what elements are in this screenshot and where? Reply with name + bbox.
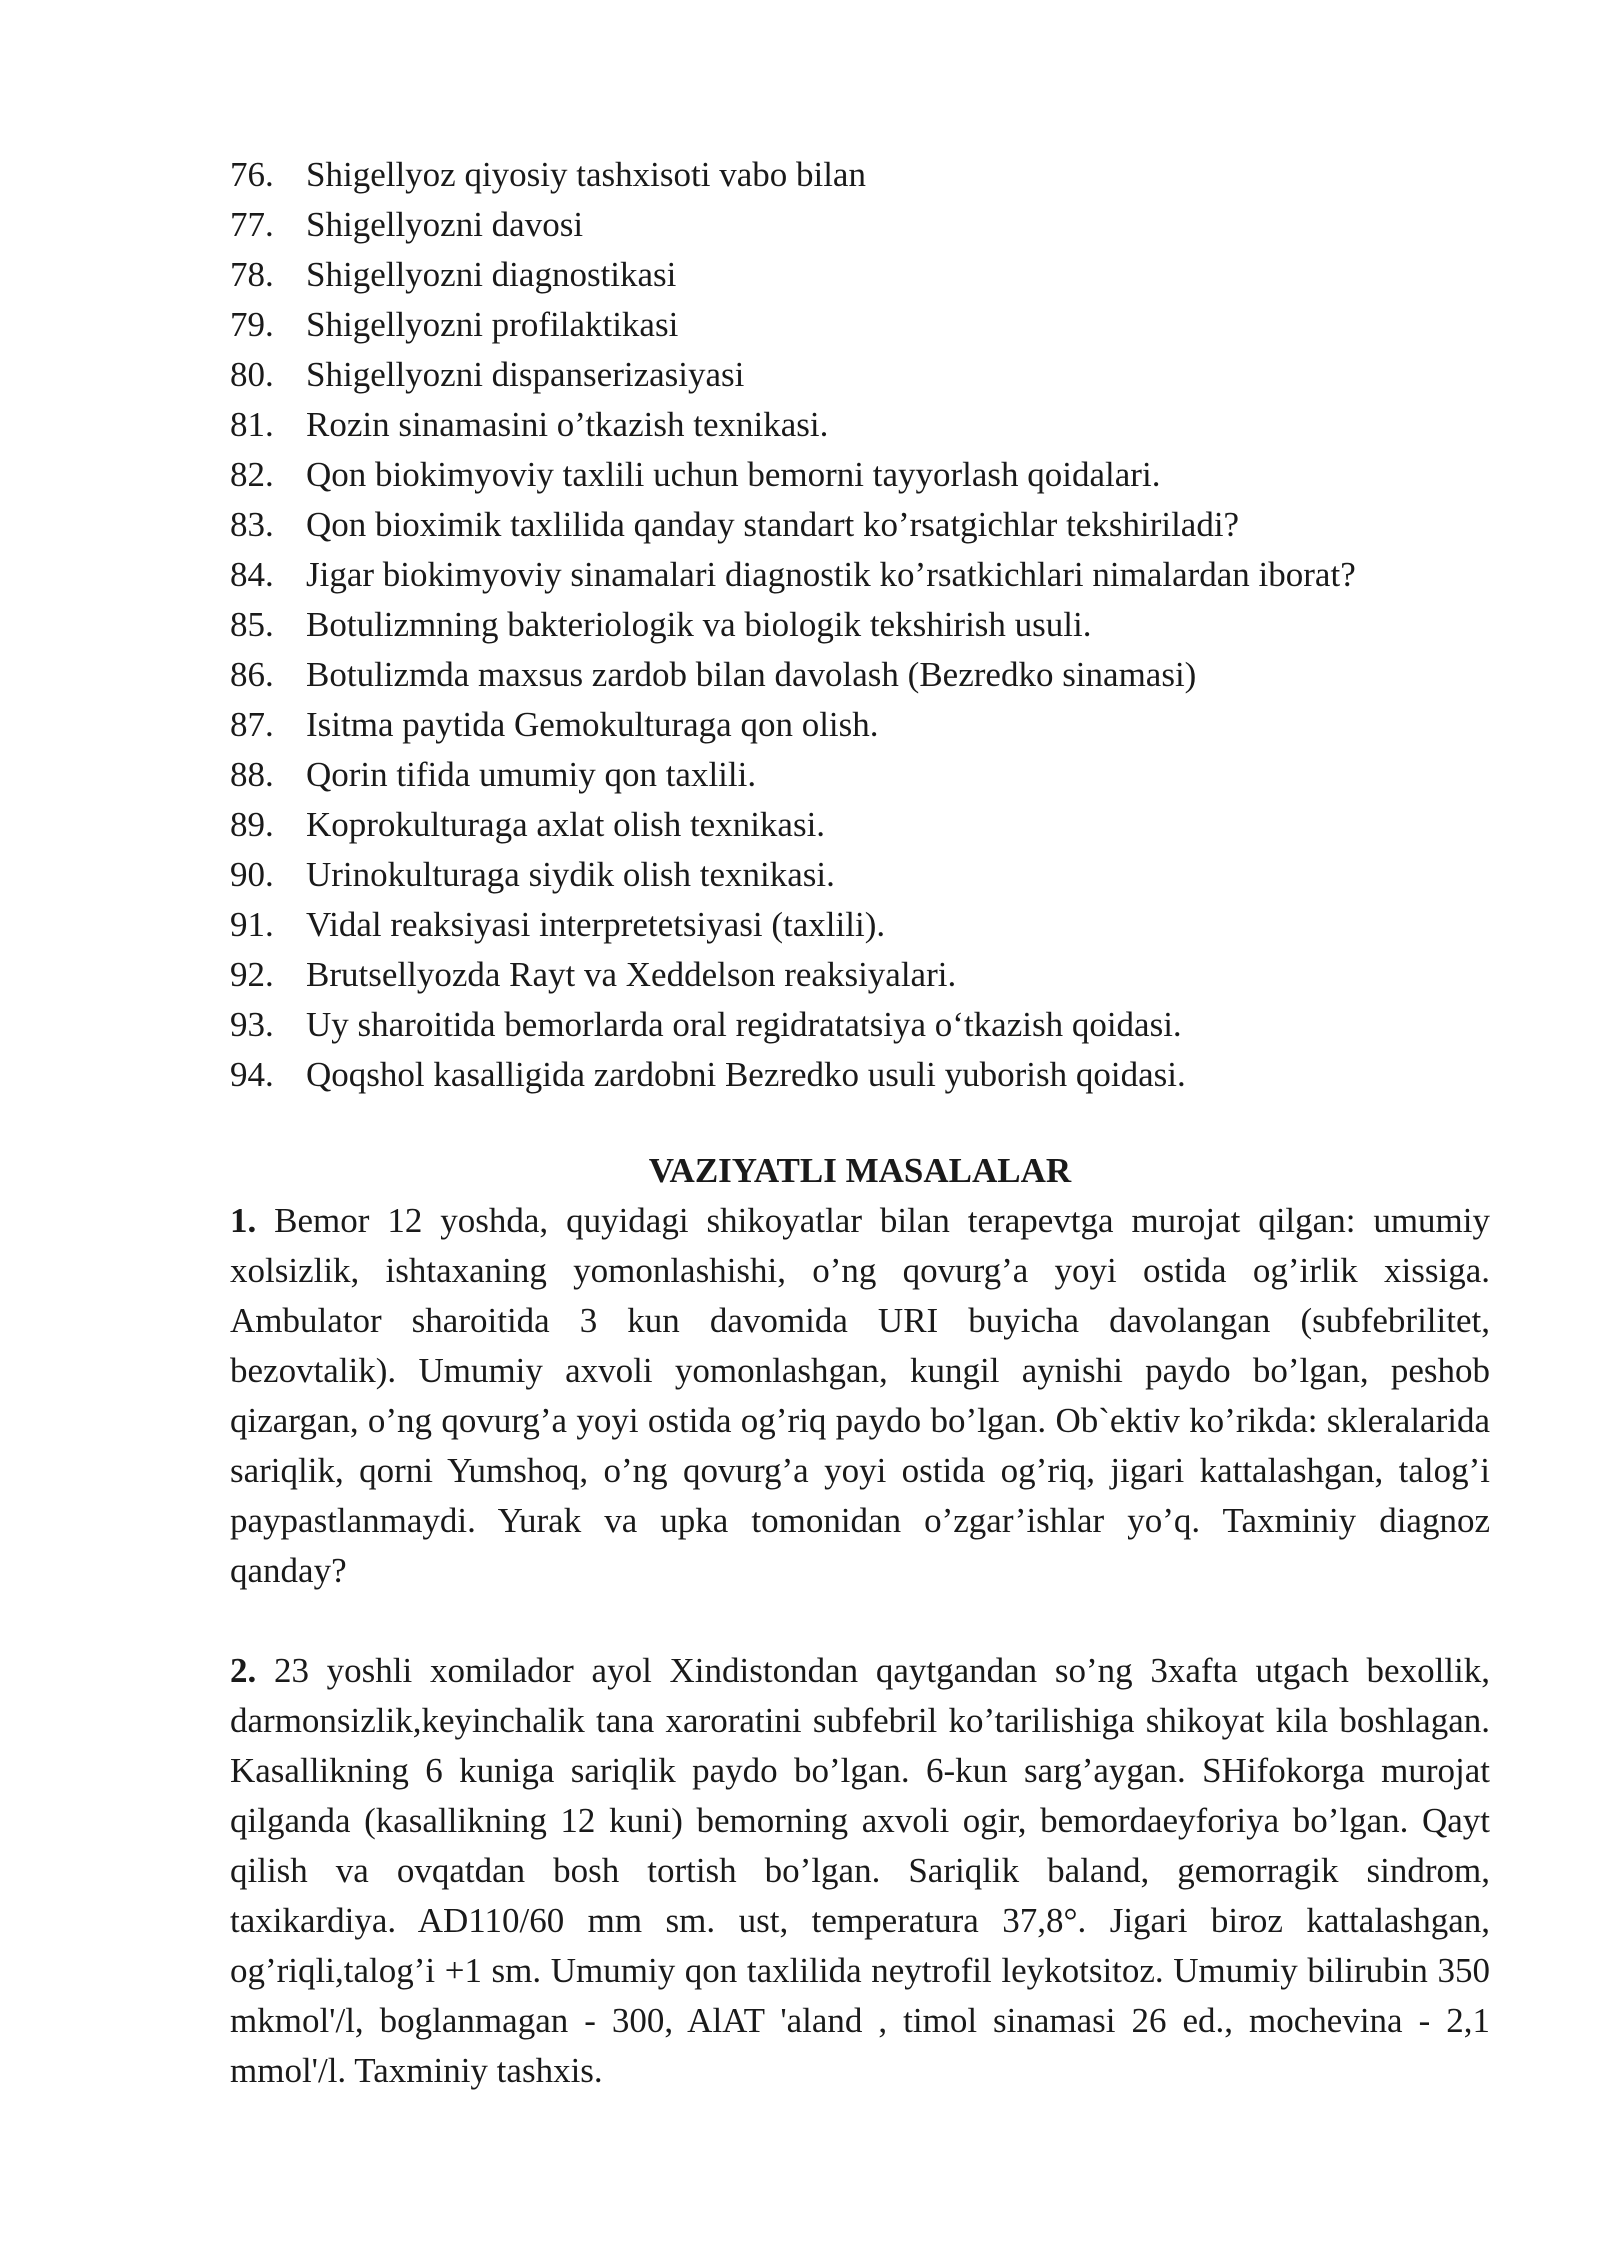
item-number: 91. [230, 905, 274, 944]
list-item [230, 750, 1520, 800]
item-text: Isitma paytida Gemokulturaga qon olish. [306, 705, 879, 744]
item-text: Shigellyozni diagnostikasi [306, 255, 677, 294]
item-text: Urinokulturaga siydik olish texnikasi. [306, 855, 835, 894]
case-number: 1. [230, 1201, 257, 1240]
item-number: 90. [230, 855, 274, 894]
list-item [230, 400, 1520, 450]
item-text: Shigellyoz qiyosiy tashxisoti vabo bilan [306, 155, 866, 194]
list-item [230, 650, 1520, 700]
list-item [230, 150, 1520, 200]
item-text: Vidal reaksiyasi interpretetsiyasi (taxlili). [306, 905, 886, 944]
list-item [230, 850, 1520, 900]
item-number: 89. [230, 805, 274, 844]
item-text: Qorin tifida umumiy qon taxlili. [306, 755, 757, 794]
item-number: 79. [230, 305, 274, 344]
case-paragraph-2 [230, 1646, 1490, 2096]
item-number: 77. [230, 205, 274, 244]
list-item [230, 250, 1520, 300]
case-number: 2. [230, 1651, 257, 1690]
case-paragraph-1 [230, 1196, 1490, 1596]
item-text: Botulizmning bakteriologik va biologik tekshirish usuli. [306, 605, 1092, 644]
list-item [230, 450, 1520, 500]
list-item [230, 600, 1520, 650]
list-item [230, 1000, 1520, 1050]
item-number: 84. [230, 555, 274, 594]
list-item [230, 900, 1520, 950]
item-number: 81. [230, 405, 274, 444]
item-number: 86. [230, 655, 274, 694]
item-text: Shigellyozni dispanserizasiyasi [306, 355, 745, 394]
item-number: 88. [230, 755, 274, 794]
list-item [230, 1050, 1520, 1100]
item-text: Shigellyozni profilaktikasi [306, 305, 679, 344]
item-number: 76. [230, 155, 274, 194]
question-list [230, 150, 1520, 1100]
case-text: 23 yoshli xomilador ayol Xindistondan qaytgandan so’ng 3xafta utgach bexollik, darmonsizlik,keyinchalik tana xaroratini subfebril ko’tarilishiga shikoyat kila boshlagan. Kasallikning 6 kuniga sariqlik paydo bo’lgan. 6-kun sarg’aygan. SHifokorga murojat qilganda (kasallikning 12 kuni) bemorning axvoli ogir, bemordaeyforiya bo’lgan. Qayt qilish va ovqatdan bosh tortish bo’lgan. Sariqlik baland, gemorragik sindrom, taxikardiya. AD110/60 mm sm. ust, temperatura 37,8°. Jigari biroz kattalashgan, og’riqli,talog’i +1 sm. Umumiy qon taxlilida neytrofil leykotsitoz. Umumiy bilirubin 350 mkmol'/l, boglanmagan - 300, AlAT 'aland , timol sinamasi 26 ed., mochevina - 2,1 mmol'/l. Taxminiy tashxis. [230, 1651, 1490, 2090]
list-item [230, 350, 1520, 400]
item-text: Rozin sinamasini o’tkazish texnikasi. [306, 405, 829, 444]
item-number: 85. [230, 605, 274, 644]
list-item [230, 550, 1520, 600]
item-number: 82. [230, 455, 274, 494]
item-text: Uy sharoitida bemorlarda oral regidratatsiya o‘tkazish qoidasi. [306, 1005, 1182, 1044]
item-number: 87. [230, 705, 274, 744]
item-number: 80. [230, 355, 274, 394]
item-text: Qon biokimyoviy taxlili uchun bemorni tayyorlash qoidalari. [306, 455, 1161, 494]
item-text: Jigar biokimyoviy sinamalari diagnostik ko’rsatkichlari nimalardan iborat? [306, 555, 1356, 594]
item-number: 93. [230, 1005, 274, 1044]
item-text: Brutsellyozda Rayt va Xeddelson reaksiyalari. [306, 955, 957, 994]
item-number: 94. [230, 1055, 274, 1094]
item-number: 78. [230, 255, 274, 294]
item-number: 92. [230, 955, 274, 994]
item-text: Botulizmda maxsus zardob bilan davolash (Bezredko sinamasi) [306, 655, 1197, 694]
case-text: Bemor 12 yoshda, quyidagi shikoyatlar bilan terapevtga murojat qilgan: umumiy xolsizlik, ishtaxaning yomonlashishi, o’ng qovurg’a yoyi ostida og’irlik xissiga. Ambulator sharoitida 3 kun davomida URI buyicha davolangan (subfebrilitet, bezovtalik). Umumiy axvoli yomonlashgan, kungil aynishi paydo bo’lgan, peshob qizargan, o’ng qovurg’a yoyi ostida og’riq paydo bo’lgan. Ob`ektiv ko’rikda: skleralarida sariqlik, qorni Yumshoq, o’ng qovurg’a yoyi ostida og’riq, jigari kattalashgan, talog’i paypastlanmaydi. Yurak va upka tomonidan o’zgar’ishlar yo’q. Taxminiy diagnoz qanday? [230, 1201, 1491, 1590]
list-item [230, 300, 1520, 350]
item-text: Koprokulturaga axlat olish texnikasi. [306, 805, 826, 844]
list-item [230, 700, 1520, 750]
list-item [230, 500, 1520, 550]
list-item [230, 800, 1520, 850]
item-number: 83. [230, 505, 274, 544]
section-title: VAZIYATLI MASALALAR [648, 1151, 1072, 1190]
list-item [230, 950, 1520, 1000]
item-text: Shigellyozni davosi [306, 205, 584, 244]
list-item [230, 200, 1520, 250]
item-text: Qoqshol kasalligida zardobni Bezredko usuli yuborish qoidasi. [306, 1055, 1186, 1094]
item-text: Qon bioximik taxlilida qanday standart ko’rsatgichlar tekshiriladi? [306, 505, 1240, 544]
